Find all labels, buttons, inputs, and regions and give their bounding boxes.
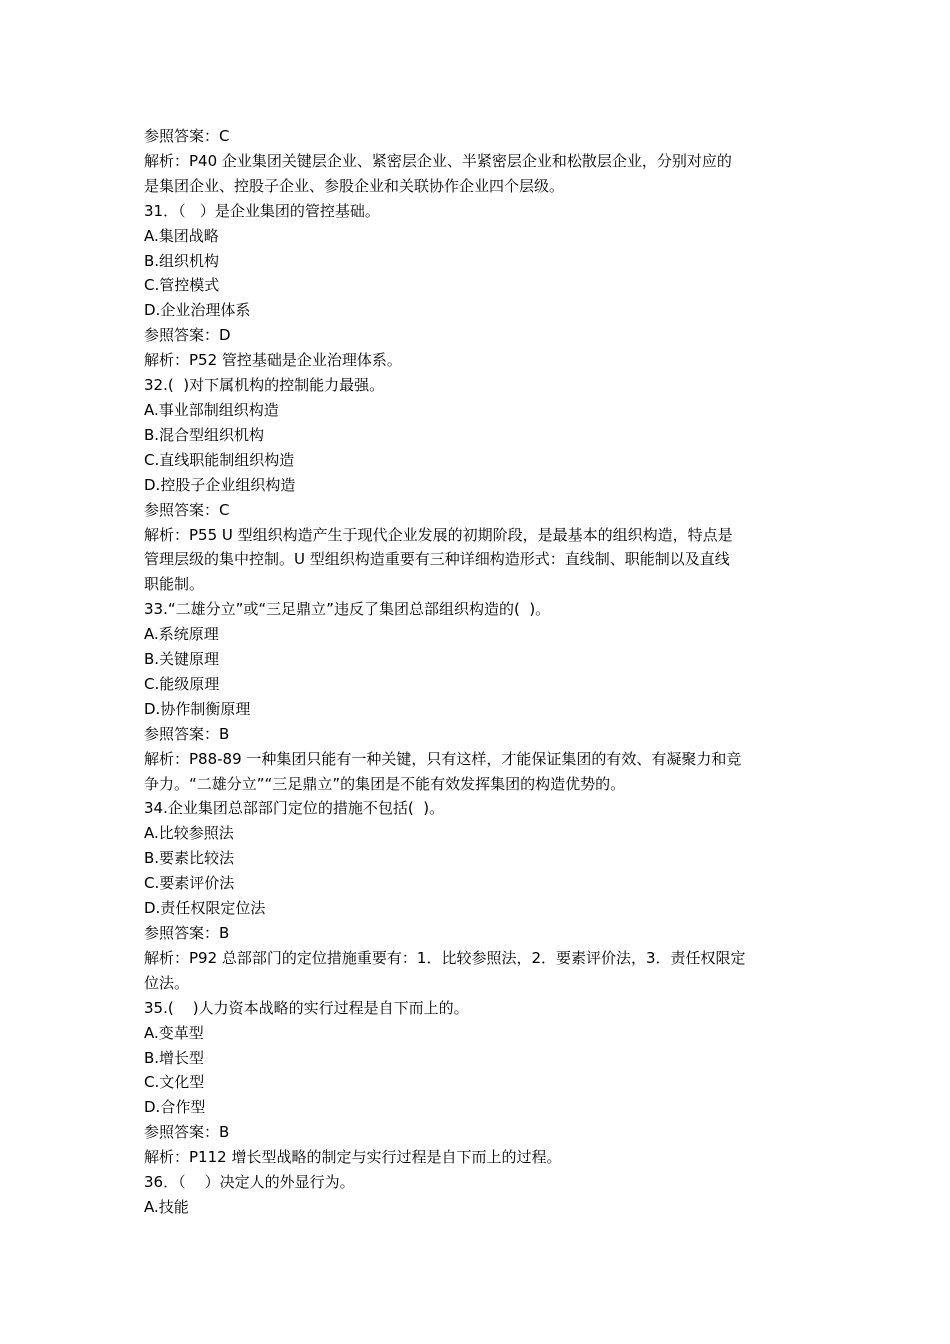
text-line: 参照答案：B xyxy=(144,1123,230,1142)
text-line: D.企业治理体系 xyxy=(144,301,251,320)
text-line: 31．（ ）是企业集团的管控基础。 xyxy=(144,201,380,220)
text-line: 32.( )对下属机构的控制能力最强。 xyxy=(144,376,385,395)
text-line: 是集团企业、控股子企业、参股企业和关联协作企业四个层级。 xyxy=(144,176,565,195)
text-line: D.合作型 xyxy=(144,1098,206,1117)
text-line: A.变革型 xyxy=(144,1023,204,1042)
text-line: D.责任权限定位法 xyxy=(144,899,266,918)
text-line: B.混合型组织机构 xyxy=(144,425,265,444)
text-line: 34.企业集团总部部门定位的措施不包括( )。 xyxy=(144,799,445,818)
text-line: B.要素比较法 xyxy=(144,849,235,868)
text-line: 位法。 xyxy=(144,973,190,992)
text-line: 解析：P112 增长型战略的制定与实行过程是自下而上的过程。 xyxy=(144,1148,562,1167)
text-line: D.控股子企业组织构造 xyxy=(144,475,296,494)
text-line: 解析：P52 管控基础是企业治理体系。 xyxy=(144,351,402,370)
text-line: C.直线职能制组织构造 xyxy=(144,450,295,469)
text-line: 参照答案：D xyxy=(144,326,231,345)
text-line: 参照答案：B xyxy=(144,924,230,942)
text-line: 33.“二雄分立”或“三足鼎立”违反了集团总部组织构造的( )。 xyxy=(144,600,551,619)
text-line: 参照答案：C xyxy=(144,127,230,145)
text-line: D.协作制衡原理 xyxy=(144,699,251,718)
text-line: C.能级原理 xyxy=(144,674,220,693)
text-line: 职能制。 xyxy=(144,575,205,594)
text-line: C.文化型 xyxy=(144,1073,205,1092)
text-line: B.增长型 xyxy=(144,1048,205,1067)
text-line: 35.( )人力资本战略的实行过程是自下而上的。 xyxy=(144,998,469,1017)
text-line: A.技能 xyxy=(144,1197,189,1216)
text-line: A.事业部制组织构造 xyxy=(144,400,279,419)
text-line: A.集团战略 xyxy=(144,226,219,245)
text-line: 解析：P92 总部部门的定位措施重要有：1．比较参照法，2．要素评价法，3．责任权限定 xyxy=(144,948,746,967)
text-line: C.管控模式 xyxy=(144,276,220,295)
text-line: 参照答案：B xyxy=(144,724,230,743)
text-line: 解析：P55 U 型组织构造产生于现代企业发展的初期阶段，是最基本的组织构造，特点是 xyxy=(144,525,733,544)
text-line: 争力。“二雄分立”“三足鼎立”的集团是不能有效发挥集团的构造优势的。 xyxy=(144,774,626,793)
text-line: A.系统原理 xyxy=(144,625,219,644)
text-line: 36．（ ）决定人的外显行为。 xyxy=(144,1173,355,1192)
text-line: A.比较参照法 xyxy=(144,824,234,843)
text-line: 解析：P40 企业集团关键层企业、紧密层企业、半紧密层企业和松散层企业，分别对应的 xyxy=(144,151,732,170)
text-line: 管理层级的集中控制。U 型组织构造重要有三种详细构造形式：直线制、职能制以及直线 xyxy=(144,550,730,569)
text-line: 参照答案：C xyxy=(144,500,230,519)
text-line: C.要素评价法 xyxy=(144,874,235,893)
text-line: 解析：P88-89 一种集团只能有一种关键，只有这样，才能保证集团的有效、有凝聚力和竞 xyxy=(144,749,742,768)
text-line: B.组织机构 xyxy=(144,251,220,270)
document-page xyxy=(144,124,809,1220)
text-line: B.关键原理 xyxy=(144,650,220,669)
